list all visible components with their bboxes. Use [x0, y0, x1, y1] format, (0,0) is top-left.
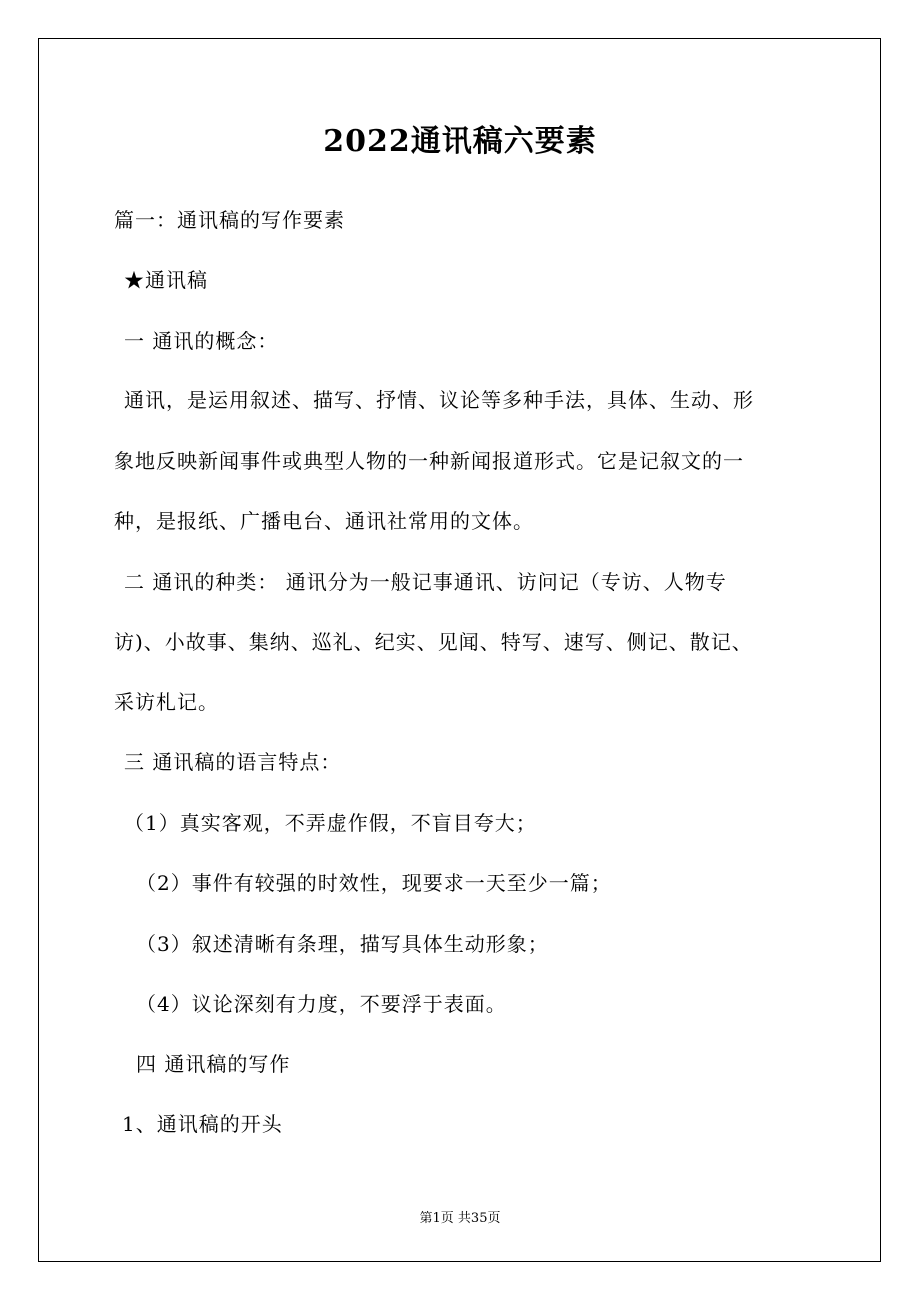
paragraph-line: 象地反映新闻事件或典型人物的一种新闻报道形式。它是记叙文的一 [114, 449, 744, 473]
paragraph-line: 通讯，是运用叙述、描写、抒情、议论等多种手法，具体、生动、形 [124, 388, 754, 412]
subheading-writing: 四 通讯稿的写作 [136, 1052, 291, 1076]
star-heading: ★通讯稿 [124, 268, 208, 292]
paragraph-line: 访)、小故事、集纳、巡礼、纪实、见闻、特写、速写、侧记、散记、 [114, 630, 753, 654]
paragraph-line: 二 通讯的种类： 通讯分为一般记事通讯、访问记（专访、人物专 [124, 570, 727, 594]
list-item: （4）议论深刻有力度，不要浮于表面。 [136, 992, 507, 1016]
subheading-language: 三 通讯稿的语言特点： [124, 750, 342, 774]
section-heading-1: 篇一：通讯稿的写作要素 [114, 208, 345, 232]
paragraph-line: 种，是报纸、广播电台、通讯社常用的文体。 [114, 509, 534, 533]
list-item: （1）真实客观，不弄虚作假，不盲目夸大； [124, 811, 537, 835]
subheading-concept: 一 通讯的概念： [124, 329, 279, 353]
paragraph-line: 采访札记。 [114, 690, 219, 714]
subheading-opening: 1、通讯稿的开头 [122, 1112, 283, 1136]
list-item: （3）叙述清晰有条理，描写具体生动形象； [136, 932, 549, 956]
document-title: 2022通讯稿六要素 [323, 124, 597, 159]
page-footer: 第1页 共35页 [419, 1211, 501, 1226]
list-item: （2）事件有较强的时效性，现要求一天至少一篇； [136, 871, 612, 895]
